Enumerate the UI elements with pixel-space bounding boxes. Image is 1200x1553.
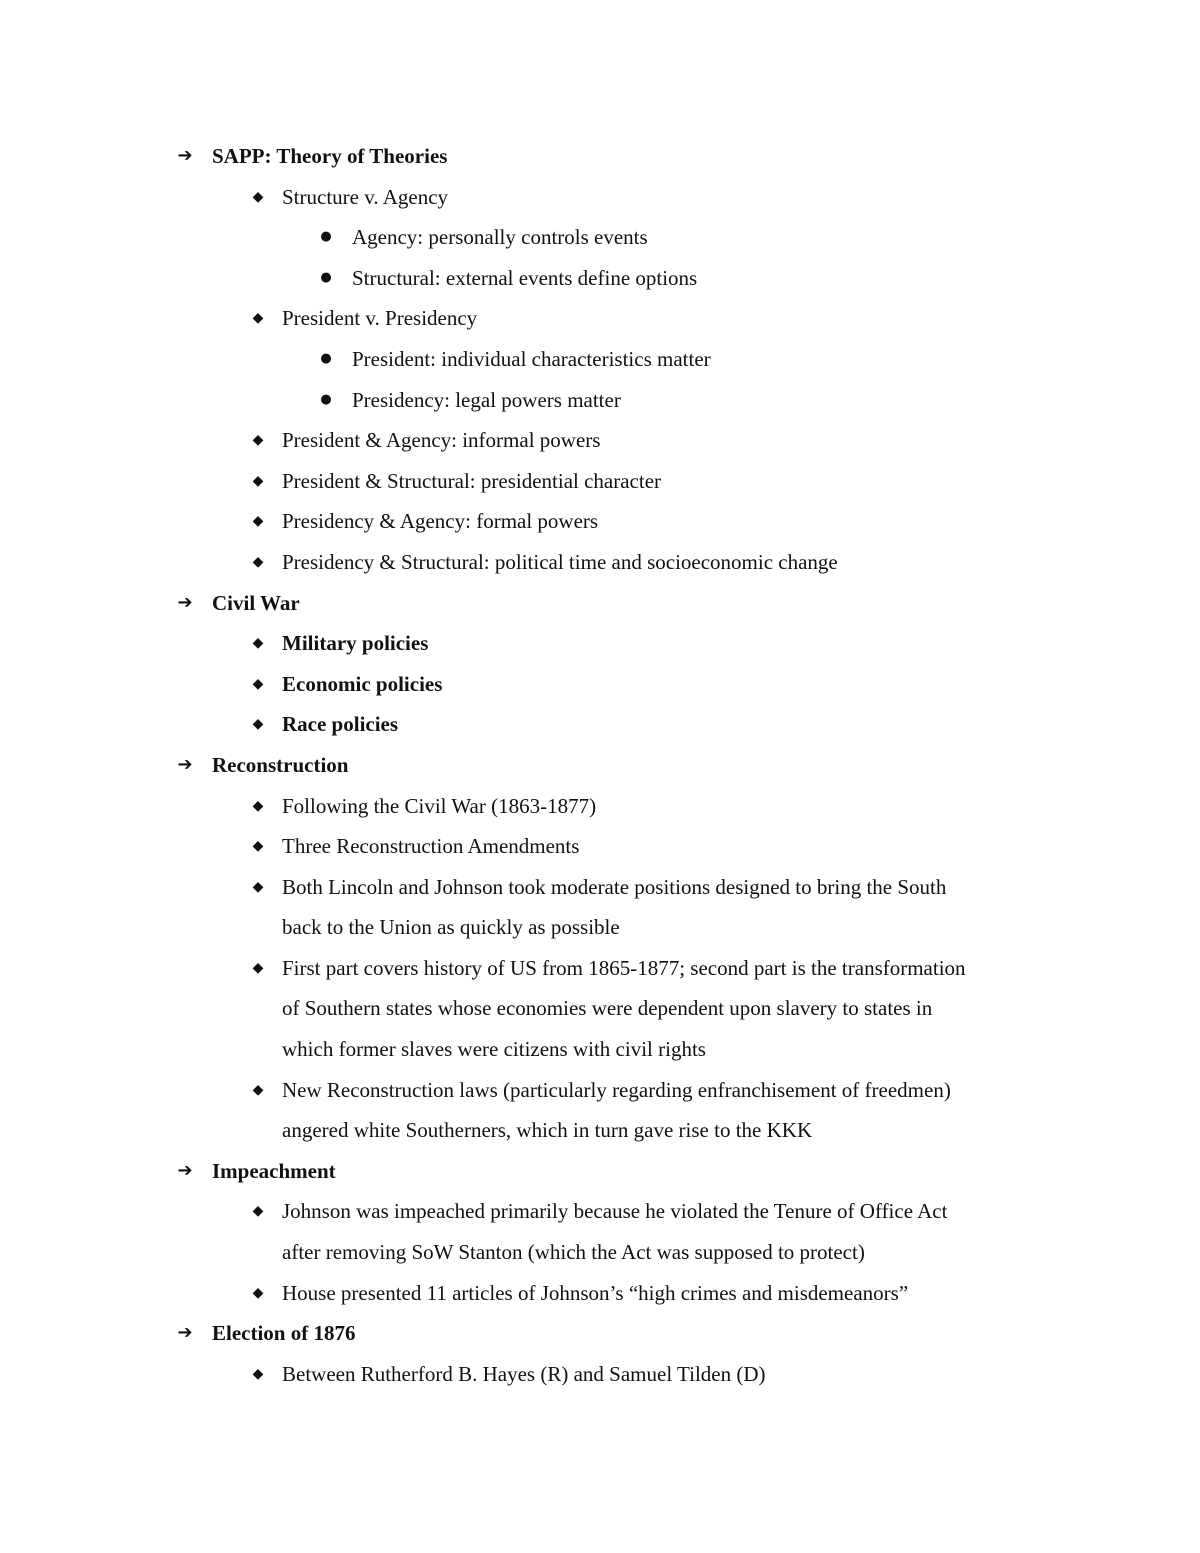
- list-item-continuation: [0, 907, 1200, 948]
- list-item-text: Johnson was impeached primarily because he violated the Tenure of Office Act: [282, 1199, 948, 1224]
- list-item-text: Military policies: [282, 631, 429, 656]
- list-item: [0, 867, 1200, 908]
- list-item: [0, 339, 1200, 380]
- list-item: [0, 258, 1200, 299]
- list-item: [0, 664, 1200, 705]
- list-item: [0, 542, 1200, 583]
- section-title: Impeachment: [212, 1158, 336, 1183]
- list-item: [0, 826, 1200, 867]
- diamond-bullet-icon: ◆: [252, 472, 264, 489]
- list-item-text: House presented 11 articles of Johnson’s “high crimes and misdemeanors”: [282, 1280, 909, 1305]
- section-heading-impeachment: [0, 1151, 1200, 1192]
- diamond-bullet-icon: ◆: [252, 797, 264, 814]
- list-item-text: back to the Union as quickly as possible: [282, 915, 620, 940]
- diamond-bullet-icon: ◆: [252, 635, 264, 652]
- list-item-text: President: individual characteristics matter: [352, 346, 711, 371]
- dot-bullet-icon: ●: [320, 391, 332, 407]
- list-item: [0, 1070, 1200, 1111]
- list-item: [0, 1273, 1200, 1314]
- list-item: [0, 298, 1200, 339]
- list-item-text: of Southern states whose economies were dependent upon slavery to states in: [282, 996, 933, 1021]
- list-item: [0, 501, 1200, 542]
- diamond-bullet-icon: ◆: [252, 1284, 264, 1301]
- section-title: Reconstruction: [212, 752, 349, 777]
- list-item-text: Structural: external events define options: [352, 265, 698, 290]
- list-item: [0, 623, 1200, 664]
- diamond-bullet-icon: ◆: [252, 553, 264, 570]
- diamond-bullet-icon: ◆: [252, 1081, 264, 1098]
- list-item-text: which former slaves were citizens with civil rights: [282, 1037, 706, 1062]
- list-item-text: President & Structural: presidential character: [282, 468, 662, 493]
- list-item: [0, 177, 1200, 218]
- arrow-bullet-icon: ➔: [177, 591, 193, 613]
- diamond-bullet-icon: ◆: [252, 1365, 264, 1382]
- list-item-text: Following the Civil War (1863-1877): [282, 793, 597, 818]
- section-title: Civil War: [212, 590, 300, 615]
- list-item: [0, 704, 1200, 745]
- arrow-bullet-icon: ➔: [177, 1159, 193, 1181]
- section-heading-civil-war: [0, 583, 1200, 624]
- list-item-text: Presidency & Structural: political time and socioeconomic change: [282, 549, 838, 574]
- diamond-bullet-icon: ◆: [252, 188, 264, 205]
- list-item-text: New Reconstruction laws (particularly regarding enfranchisement of freedmen): [282, 1077, 951, 1102]
- list-item-text: Between Rutherford B. Hayes (R) and Samuel Tilden (D): [282, 1361, 766, 1386]
- arrow-bullet-icon: ➔: [177, 145, 193, 166]
- list-item-text: Structure v. Agency: [282, 184, 449, 209]
- list-item-continuation: [0, 1232, 1200, 1273]
- diamond-bullet-icon: ◆: [252, 878, 264, 895]
- section-heading-sapp: [0, 136, 1200, 177]
- list-item-continuation: [0, 1110, 1200, 1151]
- section-title: SAPP: Theory of Theories: [212, 144, 448, 168]
- list-item-text: Both Lincoln and Johnson took moderate positions designed to bring the South: [282, 874, 947, 899]
- list-item: [0, 786, 1200, 827]
- section-title: Election of 1876: [212, 1321, 356, 1346]
- notes-outline: [0, 136, 1200, 1394]
- diamond-bullet-icon: ◆: [252, 310, 264, 327]
- list-item: [0, 1354, 1200, 1395]
- diamond-bullet-icon: ◆: [252, 838, 264, 855]
- list-item-text: Presidency: legal powers matter: [352, 387, 621, 412]
- section-heading-election-1876: [0, 1313, 1200, 1354]
- list-item: [0, 461, 1200, 502]
- list-item-text: Presidency & Agency: formal powers: [282, 509, 599, 534]
- list-item-continuation: [0, 1029, 1200, 1070]
- list-item: [0, 217, 1200, 258]
- diamond-bullet-icon: ◆: [252, 1203, 264, 1220]
- list-item-text: Race policies: [282, 712, 399, 737]
- list-item: [0, 380, 1200, 421]
- list-item-text: after removing SoW Stanton (which the Act was supposed to protect): [282, 1240, 865, 1265]
- diamond-bullet-icon: ◆: [252, 716, 264, 733]
- list-item-text: President v. Presidency: [282, 306, 478, 331]
- section-heading-reconstruction: [0, 745, 1200, 786]
- list-item-text: angered white Southerners, which in turn gave rise to the KKK: [282, 1118, 813, 1143]
- list-item-text: President & Agency: informal powers: [282, 428, 601, 453]
- list-item: [0, 420, 1200, 461]
- arrow-bullet-icon: ➔: [177, 753, 193, 775]
- list-item-text: Agency: personally controls events: [352, 225, 648, 250]
- dot-bullet-icon: ●: [320, 269, 332, 285]
- list-item-text: Three Reconstruction Amendments: [282, 834, 580, 859]
- arrow-bullet-icon: ➔: [177, 1322, 193, 1344]
- list-item-continuation: [0, 988, 1200, 1029]
- dot-bullet-icon: ●: [320, 350, 332, 366]
- list-item: [0, 1191, 1200, 1232]
- diamond-bullet-icon: ◆: [252, 675, 264, 692]
- diamond-bullet-icon: ◆: [252, 959, 264, 976]
- list-item-text: First part covers history of US from 1865-1877; second part is the transformation: [282, 955, 966, 980]
- diamond-bullet-icon: ◆: [252, 513, 264, 530]
- diamond-bullet-icon: ◆: [252, 432, 264, 449]
- list-item-text: Economic policies: [282, 671, 443, 696]
- list-item: [0, 948, 1200, 989]
- dot-bullet-icon: ●: [320, 229, 332, 245]
